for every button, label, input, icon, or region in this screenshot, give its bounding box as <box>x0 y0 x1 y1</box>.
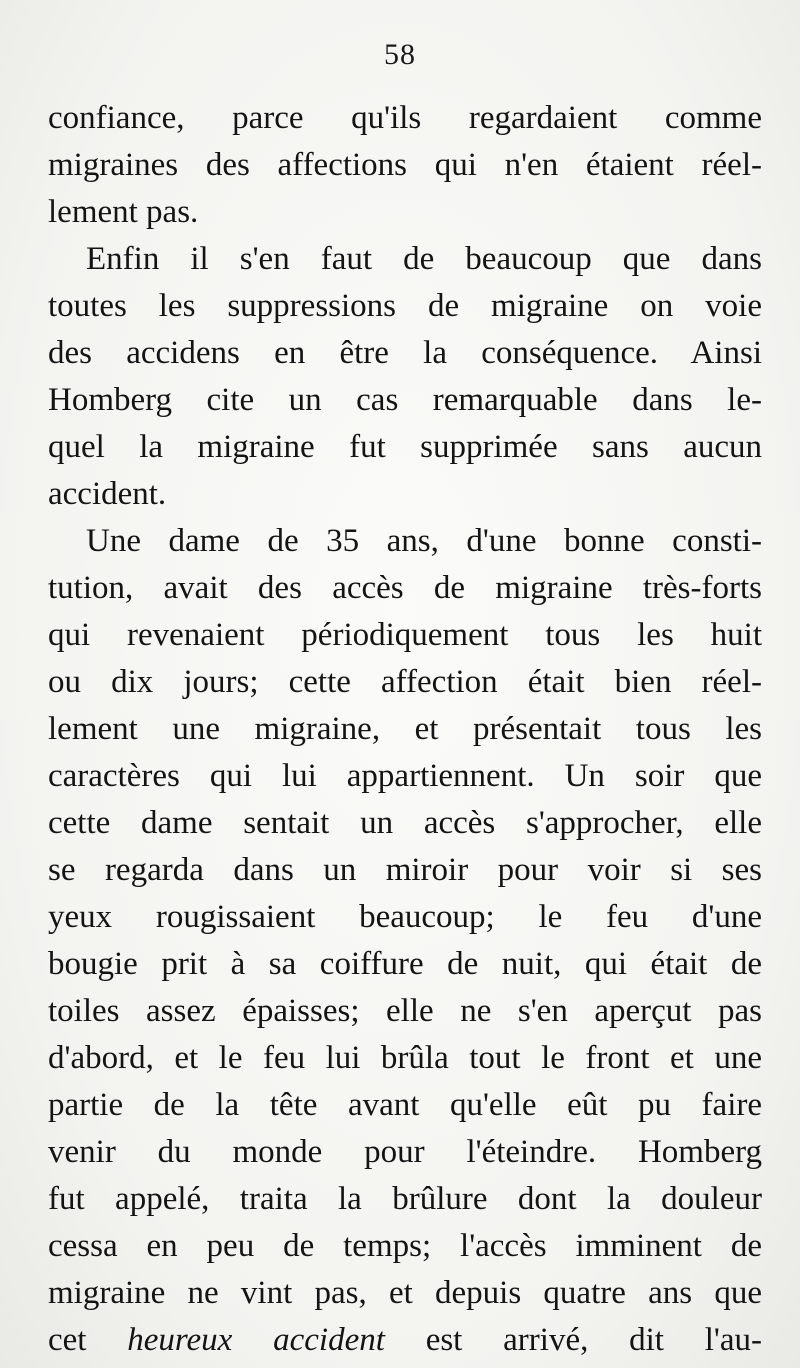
text-line: quel la migraine fut supprimée sans aucun <box>48 429 762 465</box>
text-line: toiles assez épaisses; elle ne s'en aperçut pas <box>48 993 762 1029</box>
text-line: migraines des affections qui n'en étaient réel- <box>48 147 762 183</box>
text-line: accident. <box>48 476 167 512</box>
paragraph-3 <box>48 518 762 1364</box>
text-line: caractères qui lui appartiennent. Un soir que <box>48 758 762 794</box>
text-line: fut appelé, traita la brûlure dont la douleur <box>48 1181 762 1217</box>
text-fragment: cet <box>48 1322 128 1358</box>
text-line: Enfin il s'en faut de beaucoup que dans <box>86 241 762 277</box>
text-line: Homberg cite un cas remarquable dans le- <box>48 382 762 418</box>
page-number: 58 <box>384 38 416 71</box>
italic-text: heureux accident <box>127 1322 385 1358</box>
text-line: toutes les suppressions de migraine on voie <box>48 288 762 324</box>
paragraph-1 <box>48 95 762 236</box>
text-line: cessa en peu de temps; l'accès imminent de <box>48 1228 762 1264</box>
text-line: qui revenaient périodiquement tous les huit <box>48 617 762 653</box>
text-line: des accidens en être la conséquence. Ainsi <box>48 335 762 371</box>
text-line: ou dix jours; cette affection était bien réel- <box>48 664 762 700</box>
text-line: confiance, parce qu'ils regardaient comme <box>48 100 762 136</box>
body-text <box>48 95 762 1364</box>
text-line: venir du monde pour l'éteindre. Homberg <box>48 1134 762 1170</box>
text-line: Une dame de 35 ans, d'une bonne consti- <box>86 523 762 559</box>
text-line: migraine ne vint pas, et depuis quatre ans que <box>48 1275 762 1311</box>
text-line: cette dame sentait un accès s'approcher, elle <box>48 805 762 841</box>
text-line: se regarda dans un miroir pour voir si ses <box>48 852 762 888</box>
paragraph-2 <box>48 236 762 518</box>
text-line: tution, avait des accès de migraine très-forts <box>48 570 762 606</box>
text-line-final <box>48 1317 762 1364</box>
text-line: partie de la tête avant qu'elle eût pu faire <box>48 1087 762 1123</box>
text-line: d'abord, et le feu lui brûla tout le front et une <box>48 1040 762 1076</box>
text-line: yeux rougissaient beaucoup; le feu d'une <box>48 899 762 935</box>
text-line: bougie prit à sa coiffure de nuit, qui était de <box>48 946 762 982</box>
text-fragment: est arrivé, dit l'au- <box>384 1322 762 1358</box>
text-line: lement pas. <box>48 194 199 230</box>
text-line: lement une migraine, et présentait tous les <box>48 711 762 747</box>
